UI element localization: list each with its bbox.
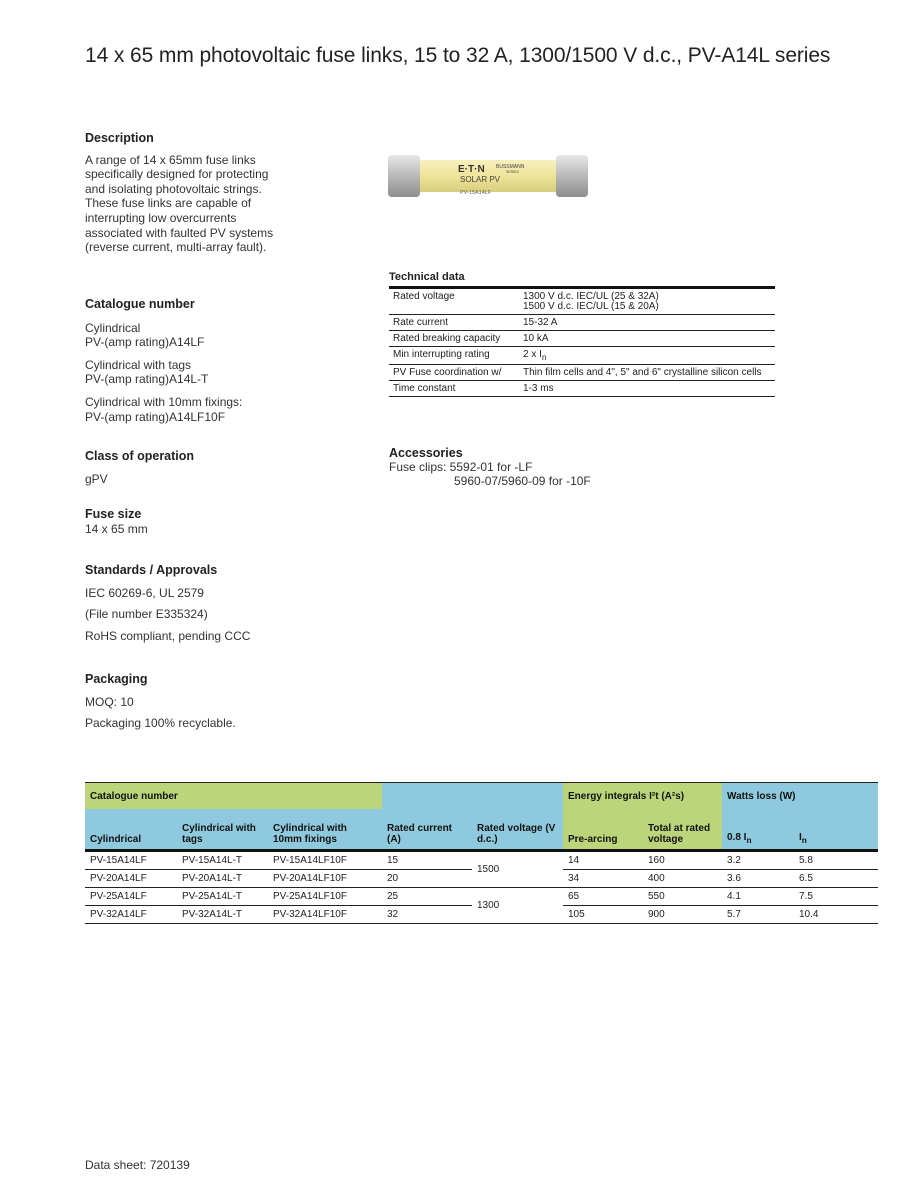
tech-key: Rated voltage — [389, 289, 519, 315]
tech-key: Rate current — [389, 315, 519, 331]
description-text: A range of 14 x 65mm fuse links specifically designed for protecting and isolating photovoltaic strings. These fuse links are capable of interrupting low overcurrents associated with faulted PV systems (reverse current, multi-array fault). — [85, 152, 274, 255]
table-row — [389, 315, 775, 331]
table-row — [389, 289, 775, 315]
header-08in — [722, 809, 794, 851]
catalogue-item-label: Cylindrical with 10mm fixings: — [85, 394, 243, 409]
fuse-cap-right — [556, 155, 588, 197]
cell-cylindrical: PV-32A14LF — [85, 906, 177, 924]
standards-line: (File number E335324) — [85, 607, 208, 622]
header-blank — [382, 783, 563, 810]
fuse-maker-sub-text: SERIES — [506, 170, 519, 174]
fuse-brand-text: E·T·N — [458, 164, 485, 175]
tech-key: PV Fuse coordination w/ — [389, 365, 519, 381]
description-section — [85, 131, 325, 255]
technical-data-heading: Technical data — [389, 271, 775, 289]
class-section — [85, 449, 325, 486]
fuse-line2-text: PV-15A14LF — [460, 190, 492, 196]
header-energy-group: Energy integrals I²t (A²s) — [563, 783, 722, 810]
header-rated-voltage: Rated voltage (V d.c.) — [472, 809, 563, 851]
header-fixings: Cylindrical with 10mm fixings — [268, 809, 382, 851]
cell-prearcing: 34 — [563, 870, 643, 888]
tech-value: 10 kA — [519, 331, 775, 347]
accessories-heading: Accessories — [389, 446, 463, 460]
tech-value-line: 1300 V d.c. IEC/UL (25 & 32A) — [523, 291, 659, 302]
cell-fixings: PV-15A14LF10F — [268, 851, 382, 870]
catalogue-item — [85, 358, 325, 387]
standards-line: IEC 60269-6, UL 2579 — [85, 585, 204, 600]
cell-prearcing: 105 — [563, 906, 643, 924]
tech-value-sub: n — [541, 352, 547, 362]
fuse-maker-text: BUSSMANN — [496, 164, 525, 170]
table-row — [389, 347, 775, 365]
cell-prearcing: 14 — [563, 851, 643, 870]
header-total: Total at rated voltage — [643, 809, 722, 851]
cell-total: 900 — [643, 906, 722, 924]
cell-cylindrical: PV-20A14LF — [85, 870, 177, 888]
packaging-line: Packaging 100% recyclable. — [85, 716, 236, 731]
catalogue-heading: Catalogue number — [85, 297, 195, 311]
technical-data — [389, 271, 775, 397]
table-header-row — [85, 783, 878, 810]
cell-win: 10.4 — [794, 906, 878, 924]
tech-value: Thin film cells and 4", 5" and 6" crystalline silicon cells — [519, 365, 775, 381]
cell-w08: 5.7 — [722, 906, 794, 924]
fuse-size-value: 14 x 65 mm — [85, 521, 148, 536]
packaging-section — [85, 672, 325, 731]
tech-value — [519, 289, 775, 315]
cell-total: 160 — [643, 851, 722, 870]
class-value: gPV — [85, 471, 108, 486]
fuse-size-heading: Fuse size — [85, 507, 142, 521]
cell-prearcing: 65 — [563, 888, 643, 906]
catalogue-item-value: PV-(amp rating)A14L-T — [85, 372, 209, 387]
cell-fixings: PV-25A14LF10F — [268, 888, 382, 906]
tech-value-line: 1500 V d.c. IEC/UL (15 & 20A) — [523, 301, 659, 312]
header-tags: Cylindrical with tags — [177, 809, 268, 851]
cell-tags: PV-20A14L-T — [177, 870, 268, 888]
header-in-text: I — [799, 832, 802, 843]
header-in — [794, 809, 878, 851]
fuse-link-image — [388, 154, 588, 198]
cell-fixings: PV-20A14LF10F — [268, 870, 382, 888]
description-heading: Description — [85, 131, 154, 145]
cell-w08: 3.2 — [722, 851, 794, 870]
catalogue-item — [85, 395, 325, 424]
cell-total: 400 — [643, 870, 722, 888]
fuse-size-section — [85, 507, 325, 536]
header-pre-arcing: Pre-arcing — [563, 809, 643, 851]
fuse-cap-left — [388, 155, 420, 197]
standards-section — [85, 563, 325, 643]
cell-tags: PV-25A14L-T — [177, 888, 268, 906]
cell-total: 550 — [643, 888, 722, 906]
catalogue-item-value: PV-(amp rating)A14LF10F — [85, 409, 226, 424]
header-in-sub: n — [801, 835, 807, 845]
cell-voltage: 1500 — [472, 851, 563, 888]
cell-current: 25 — [382, 888, 472, 906]
cell-win: 6.5 — [794, 870, 878, 888]
cell-win: 5.8 — [794, 851, 878, 870]
cell-tags: PV-15A14L-T — [177, 851, 268, 870]
cell-cylindrical: PV-25A14LF — [85, 888, 177, 906]
accessories-line: Fuse clips: 5592-01 for -LF — [389, 460, 533, 474]
cell-cylindrical: PV-15A14LF — [85, 851, 177, 870]
fuse-line1-text: SOLAR PV — [460, 175, 501, 184]
cell-current: 32 — [382, 906, 472, 924]
table-row — [85, 888, 878, 906]
header-cylindrical: Cylindrical — [85, 809, 177, 851]
header-watts-group: Watts loss (W) — [722, 783, 878, 810]
packaging-heading: Packaging — [85, 672, 148, 686]
catalogue-item-value: PV-(amp rating)A14LF — [85, 335, 205, 350]
technical-data-table — [389, 289, 775, 397]
tech-value-text: 2 x I — [523, 349, 542, 360]
accessories-section — [389, 446, 591, 488]
tech-key: Min interrupting rating — [389, 347, 519, 365]
datasheet-footer: Data sheet: 720139 — [85, 1158, 190, 1172]
catalogue-item-label: Cylindrical — [85, 320, 141, 335]
cell-voltage: 1300 — [472, 888, 563, 924]
cell-tags: PV-32A14L-T — [177, 906, 268, 924]
table-row — [85, 851, 878, 870]
catalogue-item-label: Cylindrical with tags — [85, 357, 192, 372]
accessories-line: 5960-07/5960-09 for -10F — [454, 474, 591, 488]
class-heading: Class of operation — [85, 449, 195, 463]
tech-key: Rated breaking capacity — [389, 331, 519, 347]
header-08in-sub: n — [746, 835, 752, 845]
table-row — [389, 331, 775, 347]
cell-current: 20 — [382, 870, 472, 888]
standards-line: RoHS compliant, pending CCC — [85, 628, 251, 643]
standards-heading: Standards / Approvals — [85, 563, 218, 577]
cell-fixings: PV-32A14LF10F — [268, 906, 382, 924]
tech-value — [519, 347, 775, 365]
header-rated-current: Rated current (A) — [382, 809, 472, 851]
header-catalogue-group: Catalogue number — [85, 783, 382, 810]
table-row — [389, 365, 775, 381]
cell-win: 7.5 — [794, 888, 878, 906]
table-row — [389, 381, 775, 397]
catalogue-section — [85, 297, 325, 424]
cell-current: 15 — [382, 851, 472, 870]
packaging-line: MOQ: 10 — [85, 694, 134, 709]
header-08in-text: 0.8 I — [727, 832, 747, 843]
page-title: 14 x 65 mm photovoltaic fuse links, 15 to 32 A, 1300/1500 V d.c., PV-A14L series — [85, 44, 831, 67]
tech-value: 15-32 A — [519, 315, 775, 331]
cell-w08: 4.1 — [722, 888, 794, 906]
catalogue-item — [85, 321, 325, 350]
table-header-row — [85, 809, 878, 851]
product-table — [85, 782, 878, 924]
tech-value: 1-3 ms — [519, 381, 775, 397]
cell-w08: 3.6 — [722, 870, 794, 888]
tech-key: Time constant — [389, 381, 519, 397]
